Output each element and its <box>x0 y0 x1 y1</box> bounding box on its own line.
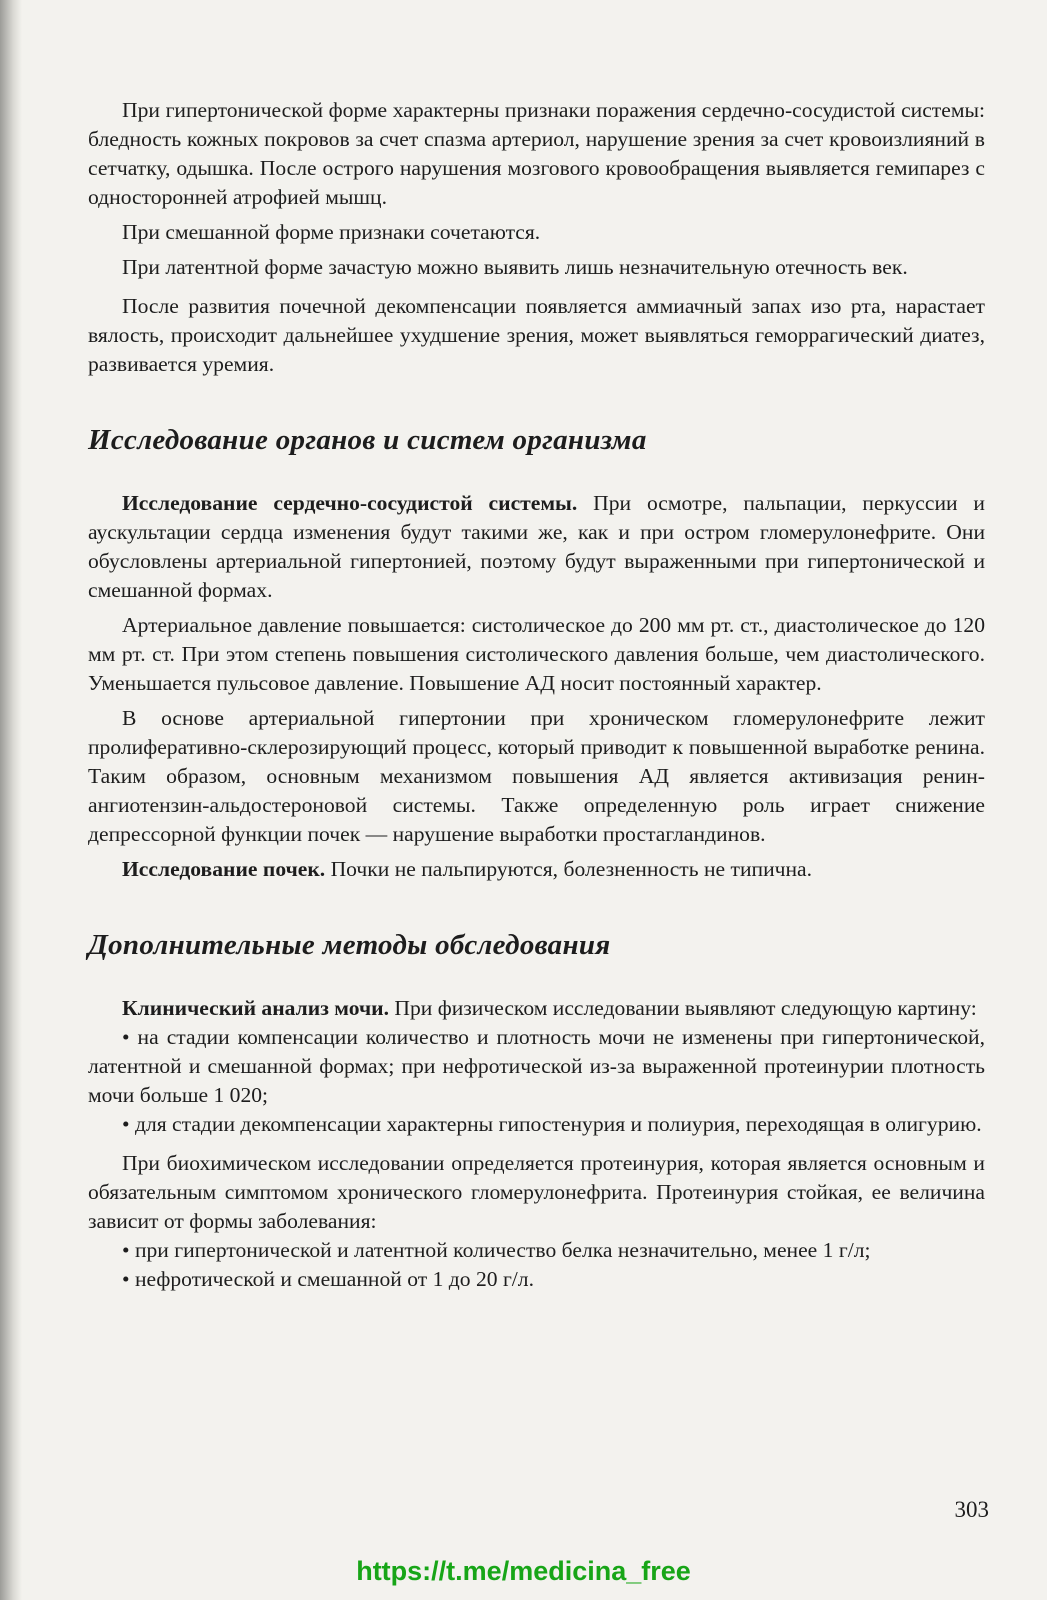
urine-analysis-text: При физическом исследовании выявляют следующую картину: <box>388 996 977 1020</box>
page-edge-shadow <box>0 0 22 1600</box>
list-item: • при гипертонической и латентной количество белка незначительно, менее 1 г/л; <box>122 1238 871 1262</box>
section-heading-additional-methods: Дополнительные методы обследования <box>88 929 611 961</box>
paragraph-latent-form: При латентной форме зачастую можно выявить лишь незначительную отечность век. <box>122 255 908 279</box>
page-number: 303 <box>954 1497 989 1522</box>
paragraph-urine-analysis <box>88 994 985 1023</box>
list-item: • на стадии компенсации количество и плотность мочи не изменены при гипертонической, латентной и смешанной формах; при нефротической из-за выраженной протеинурии плотность мочи больше 1 020; <box>88 1025 985 1107</box>
cardio-exam-title: Исследование сердечно-сосудистой системы. <box>122 491 578 515</box>
paragraph-biochemistry: При биохимическом исследовании определяется протеинурия, которая является основным и обязательным симптомом хронического гломерулонефрита. Протеинурия стойкая, ее величина зависит от формы заболевания: <box>88 1151 985 1233</box>
urine-analysis-title: Клинический анализ мочи. <box>122 996 389 1020</box>
paragraph-hypertonic-form: При гипертонической форме характерны признаки поражения сердечно-сосудистой системы: бледность кожных покровов за счет спазма артериол, нарушение зрения за счет кровоизлияний в сетчатку, одышка. После острого нарушения мозгового кровообращения выявляется гемипарез с односторонней атрофией мышц. <box>88 98 985 209</box>
section-heading-organ-examination: Исследование органов и систем организма <box>88 424 647 456</box>
page-body <box>88 96 985 1294</box>
paragraph-decompensation: После развития почечной декомпенсации появляется аммиачный запах изо рта, нарастает вялость, происходит дальнейшее ухудшение зрения, может выявляться геморрагический диатез, развивается уремия. <box>88 294 985 376</box>
watermark-link[interactable]: https://t.me/medicina_free <box>356 1556 691 1586</box>
paragraph-kidney-exam <box>88 855 985 884</box>
paragraph-cardio-exam <box>88 489 985 605</box>
paragraph-mixed-form: При смешанной форме признаки сочетаются. <box>122 220 541 244</box>
cardio-exam-text: При осмотре, пальпации, перкуссии и аускультации сердца изменения будут такими же, как и при остром гломерулонефрите. Они обусловлены артериальной гипертонией, поэтому будут выраженными при гипертонической и смешанной формах. <box>88 491 985 602</box>
paragraph-blood-pressure: Артериальное давление повышается: систолическое до 200 мм рт. ст., диастолическое до 120 мм рт. ст. При этом степень повышения систолического давления больше, чем диастолического. Уменьшается пульсовое давление. Повышение АД носит постоянный характер. <box>88 613 985 695</box>
list-item: • для стадии декомпенсации характерны гипостенурия и полиурия, переходящая в олигурию. <box>122 1112 982 1136</box>
list-item: • нефротической и смешанной от 1 до 20 г/л. <box>122 1267 534 1291</box>
kidney-exam-text: Почки не пальпируются, болезненность не типична. <box>325 857 813 881</box>
kidney-exam-title: Исследование почек. <box>122 857 326 881</box>
paragraph-hypertension-mechanism: В основе артериальной гипертонии при хроническом гломерулонефрите лежит пролиферативно-склерозирующий процесс, который приводит к повышенной выработке ренина. Таким образом, основным механизмом повышения АД является активизация ренин-ангиотензин-альдостероновой системы. Также определенную роль играет снижение депрессорной функции почек — нарушение выработки простагландинов. <box>88 706 985 846</box>
